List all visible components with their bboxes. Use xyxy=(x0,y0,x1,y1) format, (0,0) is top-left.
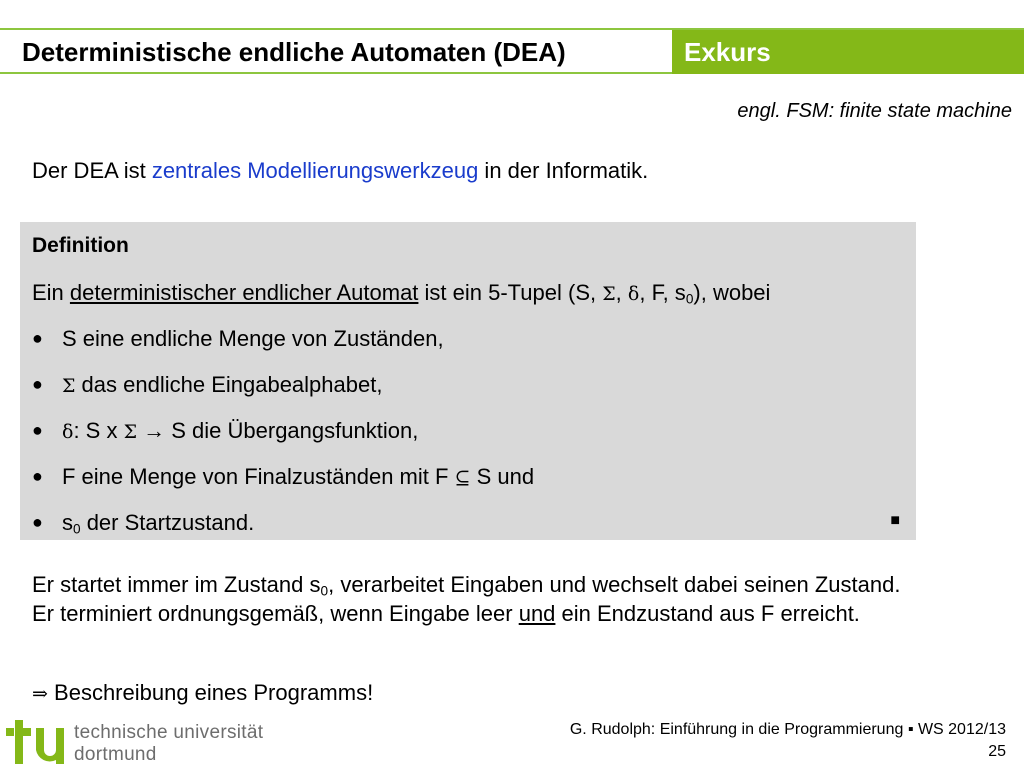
definition-prefix: Ein xyxy=(32,280,70,305)
bullet-states xyxy=(32,326,444,352)
bullet-alphabet xyxy=(32,372,382,398)
title-bar xyxy=(0,30,1024,74)
definition-statement: Ein deterministischer endlicher Automat ist ein 5-Tupel (S, Σ, δ, F, $s_0$), wobei xyxy=(32,280,771,307)
bullet-dot: ● xyxy=(32,512,43,532)
bullet-start-state xyxy=(32,510,254,536)
delta-symbol: δ xyxy=(62,421,74,443)
explanation-paragraph xyxy=(32,570,912,628)
bullet-final-states xyxy=(32,464,534,490)
tu-logo-icon xyxy=(6,720,66,764)
delta-symbol: δ xyxy=(627,283,640,305)
intro-suffix: in der Informatik. xyxy=(478,158,649,183)
university-line2: dortmund xyxy=(74,744,157,765)
definition-rest: , F, s xyxy=(639,280,686,305)
conclusion xyxy=(32,680,373,706)
bullet-dot: ● xyxy=(32,374,43,394)
footer-course: G. Rudolph: Einführung in die Programmierung ▪ WS 2012/13 xyxy=(569,721,1006,738)
definition-end: ), wobei xyxy=(693,280,771,305)
paragraph-underlined: und xyxy=(518,601,556,626)
bullet-dot: ● xyxy=(32,328,43,348)
subset-symbol: ⊆ xyxy=(454,467,471,489)
intro-sentence xyxy=(32,158,648,184)
subscript-zero: 0 xyxy=(685,291,694,307)
implies-arrow-icon: ⇒ xyxy=(32,683,48,705)
paragraph-part1: Er startet immer im Zustand s xyxy=(32,572,321,597)
intro-prefix: Der DEA ist xyxy=(32,158,152,183)
page-number: 25 xyxy=(988,743,1006,760)
bullet-dot: ● xyxy=(32,420,43,440)
qed-square-icon: ■ xyxy=(890,512,900,529)
subscript-zero: 0 xyxy=(320,583,329,599)
bullet-alphabet-text: das endliche Eingabealphabet, xyxy=(75,372,383,397)
arrow-symbol: → xyxy=(143,418,166,443)
bullet-transition-text-a: : S x xyxy=(73,418,124,443)
bullet-states-text: S eine endliche Menge von Zuständen, xyxy=(62,326,444,351)
sigma-symbol: Σ xyxy=(62,375,76,397)
bullet-transition xyxy=(32,418,418,444)
intro-highlight: zentrales Modellierungswerkzeug xyxy=(151,158,479,183)
bullet-transition-text-b: S die Übergangsfunktion, xyxy=(165,418,419,443)
definition-title: Definition xyxy=(32,234,129,257)
bullet-dot: ● xyxy=(32,466,43,486)
definition-middle: ist ein 5-Tupel (S, xyxy=(418,280,603,305)
bullet-final-text-b: S und xyxy=(470,464,535,489)
english-note: engl. FSM: finite state machine xyxy=(737,100,1012,122)
paragraph-part3: ein Endzustand aus F erreicht. xyxy=(555,601,860,626)
bullet-start-text: der Startzustand. xyxy=(80,510,255,535)
conclusion-text: Beschreibung eines Programms! xyxy=(47,680,374,705)
paragraph-part2: , verarbeitet Eingaben und wechselt dabei seinen Zustand. Er terminiert ordnungsgemäß, wenn Eingabe leer xyxy=(32,572,901,626)
exkurs-badge-label: Exkurs xyxy=(684,37,771,67)
slide-footer xyxy=(570,719,1006,763)
definition-term: deterministischer endlicher Automat xyxy=(69,280,419,305)
slide-title: Deterministische endliche Automaten (DEA) xyxy=(22,37,566,67)
bullet-final-text-a: F eine Menge von Finalzuständen mit F xyxy=(62,464,455,489)
exkurs-badge xyxy=(672,30,1024,74)
bullet-start-s: s xyxy=(62,510,73,535)
sigma-symbol: Σ xyxy=(123,421,138,443)
sigma-symbol: Σ xyxy=(602,283,616,305)
university-name xyxy=(74,722,263,766)
subscript-zero: 0 xyxy=(73,521,81,537)
definition-box xyxy=(20,222,916,540)
university-line1: technische universität xyxy=(74,722,264,743)
